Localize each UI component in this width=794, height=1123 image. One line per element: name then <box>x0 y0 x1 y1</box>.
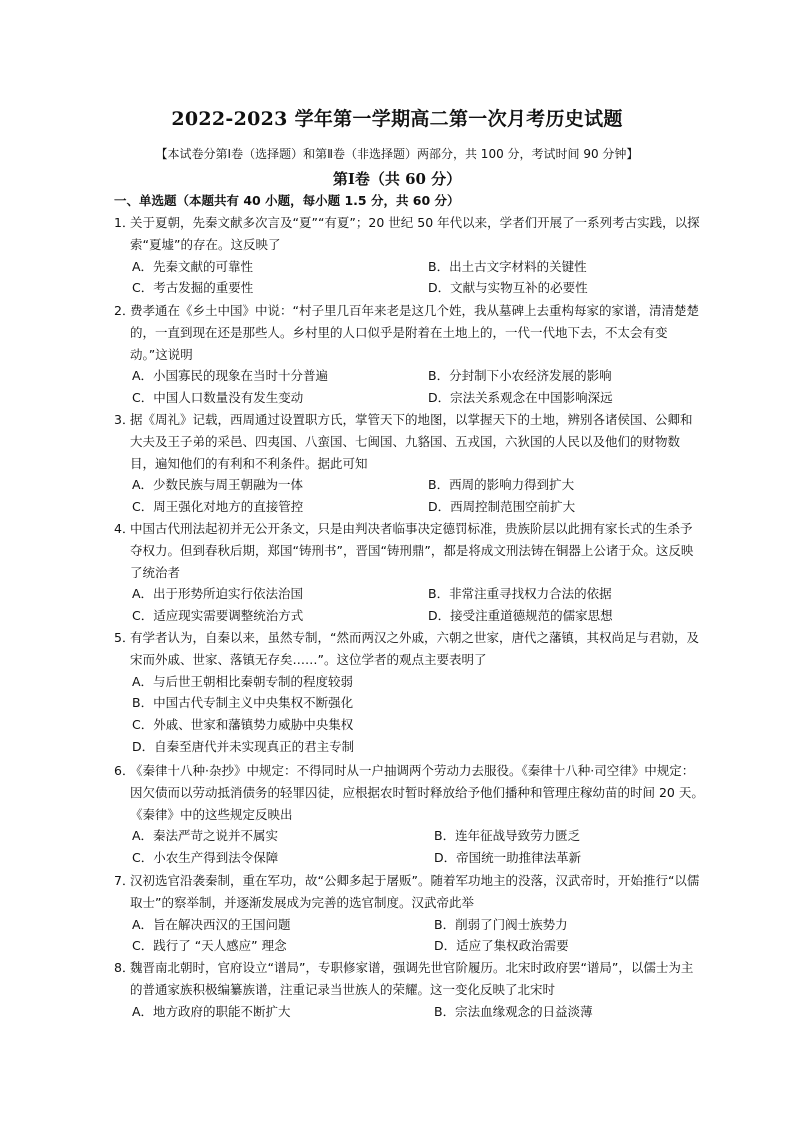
option-a[interactable]: A．旨在解决西汉的王国问题 <box>132 916 291 932</box>
option-a[interactable]: A．地方政府的职能不断扩大 <box>132 1003 291 1019</box>
option-c[interactable]: C．考古发掘的重要性 <box>132 280 254 296</box>
option-d[interactable]: D．文献与实物互补的必要性 <box>428 280 588 296</box>
options <box>132 583 704 627</box>
question-number: 4． <box>114 521 135 536</box>
question-1 <box>114 212 704 299</box>
option-a[interactable]: A．少数民族与周王朝融为一体 <box>132 477 304 493</box>
question-8 <box>114 957 704 1022</box>
question-5 <box>114 627 704 758</box>
options <box>132 825 704 869</box>
option-c[interactable]: C．践行了 “天人感应” 理念 <box>132 938 287 954</box>
question-stem: 中国古代刑法起初并无公开条文，只是由判决者临事决定德罚标准，贵族阶层以此拥有家长式的生杀予夺权力。但到春秋后期，郑国“铸刑书”，晋国“铸刑鼎”，都是将成文刑法铸在铜器上公诸于众。这反映了统治者 <box>130 521 694 580</box>
option-b[interactable]: B．分封制下小农经济发展的影响 <box>428 368 612 384</box>
option-d[interactable]: D．适应了集权政治需要 <box>434 938 569 954</box>
option-c[interactable]: C．适应现实需要调整统治方式 <box>132 608 304 624</box>
question-number: 2． <box>114 303 135 318</box>
question-stem: 汉初选官沿袭秦制，重在军功，故“公卿多起于屠贩”。随着军功地主的没落，汉武帝时，开始推行“以儒取士”的察举制，并逐渐发展成为完善的选官制度。汉武帝此举 <box>130 873 700 910</box>
option-b[interactable]: B．削弱了门阀士族势力 <box>434 916 568 932</box>
option-a[interactable]: A．先秦文献的可靠性 <box>132 258 254 274</box>
options <box>132 1001 704 1023</box>
options <box>132 256 704 300</box>
question-6 <box>114 760 704 869</box>
option-a[interactable]: A．与后世王朝相比秦朝专制的程度较弱 <box>132 673 354 689</box>
question-number: 7． <box>114 873 135 888</box>
exam-title: 2022-2023 学年第一学期高二第一次月考历史试题 <box>171 108 623 130</box>
option-c[interactable]: C．外戚、世家和藩镇势力威胁中央集权 <box>132 717 354 733</box>
question-stem: 魏晋南北朝时，官府设立“谱局”，专职修家谱，强调先世官阶履历。北宋时政府罢“谱局”，以儒士为主的普通家族积极编纂族谱，注重记录当世族人的荣耀。这一变化反映了北宋时 <box>130 960 694 997</box>
question-2 <box>114 300 704 409</box>
section-heading: 一、单选题（本题共有 40 小题，每小题 1.5 分，共 60 分） <box>114 193 460 208</box>
option-b[interactable]: B．连年征战导致劳力匮乏 <box>434 828 581 844</box>
options <box>132 671 704 758</box>
question-stem: 有学者认为，自秦以来，虽然专制，“然而两汉之外戚，六朝之世家，唐代之藩镇，其权尚足与君勍，及宋而外戚、世家、落镇无存矣……”。这位学者的观点主要表明了 <box>130 630 699 667</box>
option-b[interactable]: B．非常注重寻找权力合法的依据 <box>428 586 612 602</box>
option-a[interactable]: A．出于形势所迫实行依法治国 <box>132 586 304 602</box>
option-a[interactable]: A．小国寡民的现象在当时十分普遍 <box>132 368 329 384</box>
question-number: 3． <box>114 412 135 427</box>
options <box>132 365 704 409</box>
question-3 <box>114 409 704 518</box>
question-number: 6． <box>114 763 135 778</box>
option-d[interactable]: D．自秦至唐代并未实现真正的君主专制 <box>132 738 355 754</box>
option-b[interactable]: B．出土古文字材料的关键性 <box>428 258 587 274</box>
question-4 <box>114 518 704 627</box>
question-stem: 关于夏朝，先秦文献多次言及“夏”“有夏”；20 世纪 50 年代以来，学者们开展了一系列考古实践，以探索“夏墟”的存在。这反映了 <box>130 215 700 252</box>
option-d[interactable]: D．接受注重道德规范的儒家思想 <box>428 608 613 624</box>
question-stem: 《秦律十八种·杂抄》中规定：不得同时从一户抽调两个劳动力去服役。《秦律十八种·司空律》中规定：因欠债而以劳动抵消债务的轻罪囚徒，应根据农时暂时释放给予他们播种和管理庄稼幼苗的时间 20 天。《秦律》中的这些规定反映出 <box>130 763 704 822</box>
options <box>132 914 704 958</box>
option-b[interactable]: B．中国古代专制主义中央集权不断强化 <box>132 695 354 711</box>
option-c[interactable]: C．小农生产得到法令保障 <box>132 850 279 866</box>
option-c[interactable]: C．周王强化对地方的直接管控 <box>132 499 304 515</box>
question-number: 8． <box>114 960 135 975</box>
option-a[interactable]: A．秦法严苛之说并不属实 <box>132 828 279 844</box>
question-7 <box>114 870 704 957</box>
options <box>132 474 704 518</box>
option-d[interactable]: D．西周控制范围空前扩大 <box>428 499 576 515</box>
question-stem: 据《周礼》记载，西周通过设置职方氏，掌管天下的地图，以掌握天下的土地，辨别各诸侯国、公卿和大夫及王子弟的采邑、四夷国、八蛮国、七闽国、九貉国、五戎国，六狄国的人民以及他们的财物数目，遍知他们的有利和不利条件。据此可知 <box>130 412 693 471</box>
question-stem: 费孝通在《乡土中国》中说：“村子里几百年来老是这几个姓，我从墓碑上去重构每家的家谱，清清楚楚的，一直到现在还是那些人。乡村里的人口似乎是附着在土地上的，一代一代地下去，不太会有变动。”这说明 <box>130 303 699 362</box>
exam-note: 【本试卷分第Ⅰ卷（选择题）和第Ⅱ卷（非选择题）两部分，共 100 分，考试时间 90 分钟】 <box>155 147 639 161</box>
question-number: 1． <box>114 215 135 230</box>
option-c[interactable]: C．中国人口数量没有发生变动 <box>132 390 304 406</box>
question-number: 5． <box>114 630 135 645</box>
part-heading: 第Ⅰ卷（共 60 分） <box>332 170 462 188</box>
option-b[interactable]: B．宗法血缘观念的日益淡薄 <box>434 1003 593 1019</box>
option-d[interactable]: D．帝国统一助推律法革新 <box>434 850 582 866</box>
option-d[interactable]: D．宗法关系观念在中国影响深远 <box>428 390 613 406</box>
option-b[interactable]: B．西周的影响力得到扩大 <box>428 477 575 493</box>
